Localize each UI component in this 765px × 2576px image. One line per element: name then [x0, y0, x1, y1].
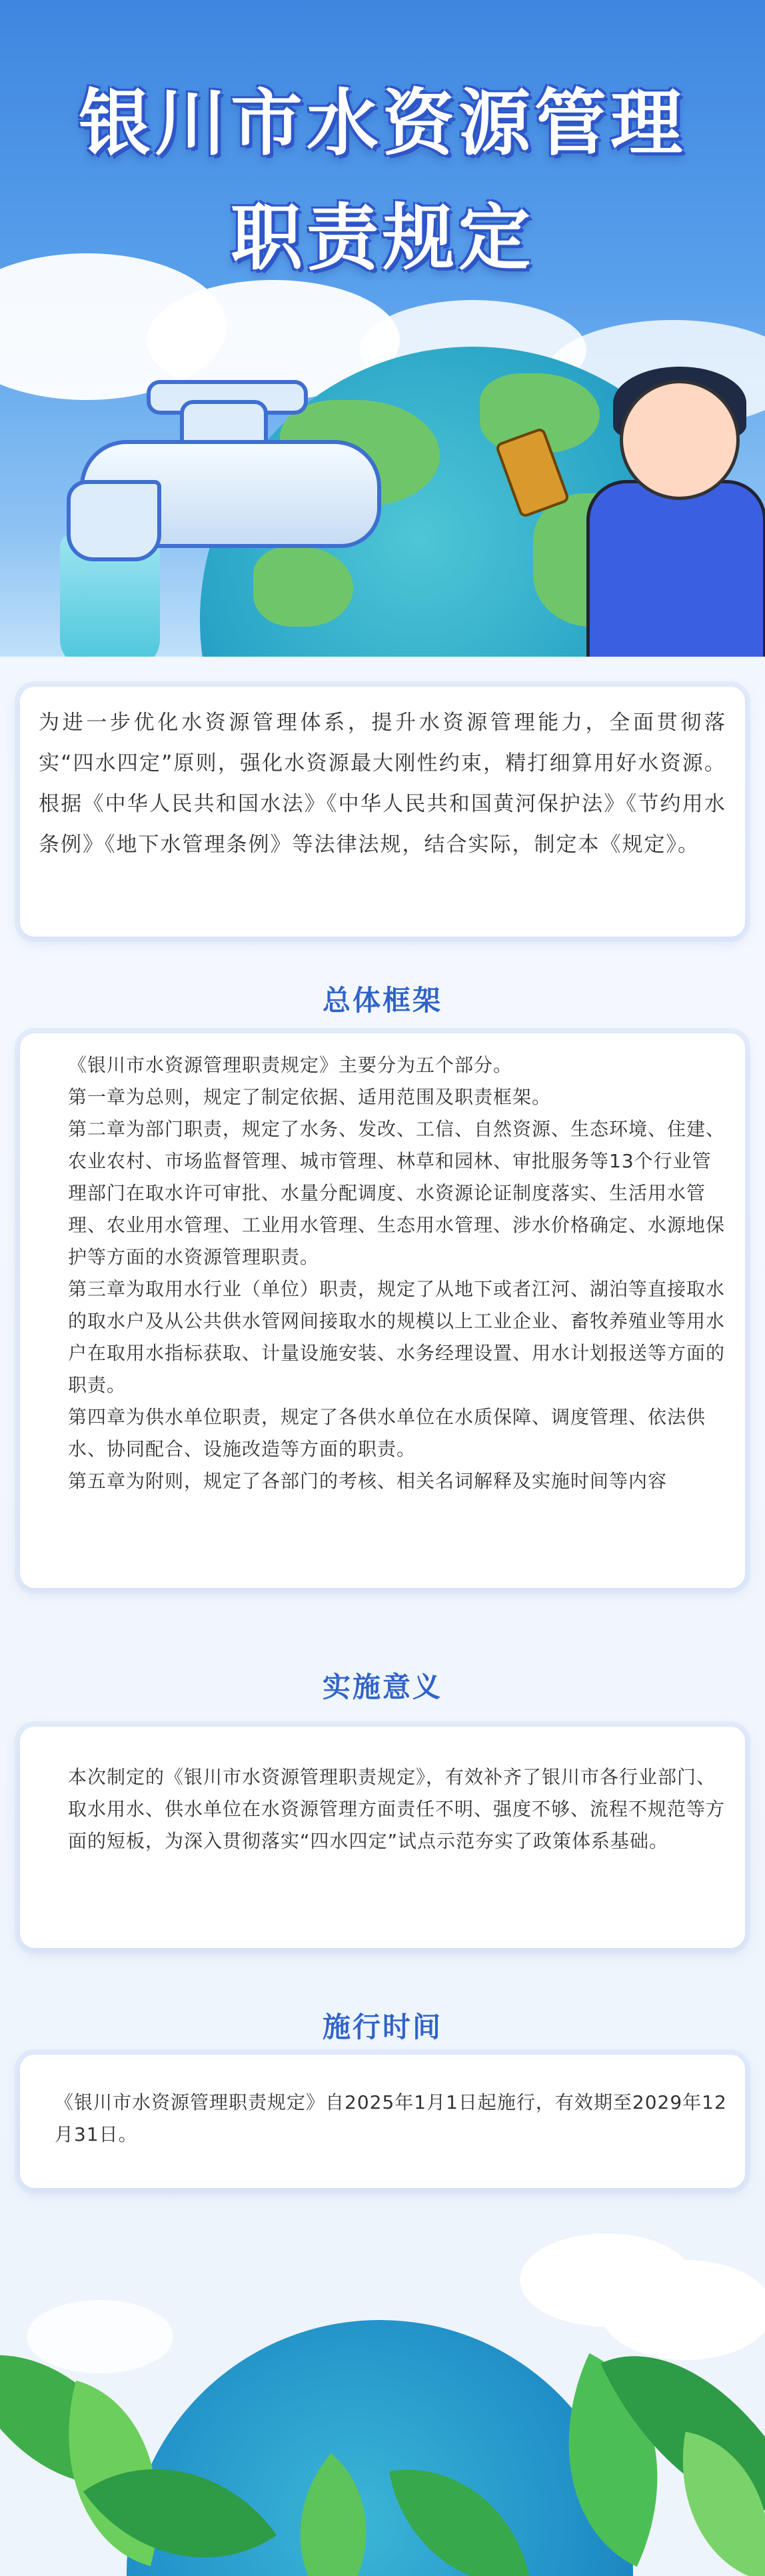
page-title-line2: 职责规定	[230, 197, 534, 280]
section-heading-effective: 施行时间	[322, 2011, 442, 2043]
cloud	[600, 2260, 765, 2360]
significance-card	[20, 1727, 745, 1948]
kid-head	[620, 380, 740, 500]
kid-body	[586, 480, 765, 657]
framework-paragraph: 第五章为附则，规定了各部门的考核、相关名词解释及实施时间等内容	[68, 1470, 668, 1492]
framework-paragraph: 《银川市水资源管理职责规定》主要分为五个部分。	[68, 1054, 513, 1076]
cloud	[27, 2300, 173, 2373]
effective-text: 《银川市水资源管理职责规定》自2025年1月1日起施行，有效期至2029年12月31日。	[55, 2091, 727, 2145]
intro-card	[20, 687, 745, 937]
framework-card	[20, 1033, 745, 1588]
section-heading-significance: 实施意义	[322, 1671, 442, 1703]
section-heading-framework: 总体框架	[322, 984, 442, 1017]
intro-text: 为进一步优化水资源管理体系，提升水资源管理能力，全面贯彻落实“四水四定”原则，强化水资源最大刚性约束，精打细算用好水资源。根据《中华人民共和国水法》《中华人民共和国黄河保护法》《节约用水条例》《地下水管理条例》等法律法规，结合实际，制定本《规定》。	[39, 711, 726, 857]
faucet-spout	[67, 480, 161, 561]
hero-banner	[0, 0, 765, 657]
framework-paragraph: 第三章为取用水行业（单位）职责，规定了从地下或者江河、湖泊等直接取水的取水户及从公共供水管网间接取水的规模以上工业企业、畜牧养殖业等用水户在取用水指标获取、计量设施安装、水务经理设置、用水计划报送等方面的职责。	[68, 1278, 726, 1396]
framework-body	[68, 1049, 728, 1497]
continent	[253, 547, 353, 627]
framework-paragraph: 第四章为供水单位职责，规定了各供水单位在水质保障、调度管理、依法供水、协同配合、设施改造等方面的职责。	[68, 1406, 706, 1460]
effective-card	[20, 2055, 745, 2188]
footer-illustration	[0, 2220, 765, 2576]
significance-text: 本次制定的《银川市水资源管理职责规定》，有效补齐了银川市各行业部门、取水用水、供水单位在水资源管理方面责任不明、强度不够、流程不规范等方面的短板，为深入贯彻落实“四水四定”试点示范夯实了政策体系基础。	[68, 1766, 726, 1852]
framework-paragraph: 第一章为总则，规定了制定依据、适用范围及职责框架。	[68, 1086, 552, 1108]
framework-paragraph: 第二章为部门职责，规定了水务、发改、工信、自然资源、生态环境、住建、农业农村、市场监督管理、城市管理、林草和园林、审批服务等13个行业管理部门在取水许可审批、水量分配调度、水资源论证制度落实、生活用水管理、农业用水管理、工业用水管理、生态用水管理、涉水价格确定、水源地保护等方面的水资源管理职责。	[68, 1118, 726, 1268]
page-title-line1: 银川市水资源管理	[78, 82, 686, 165]
